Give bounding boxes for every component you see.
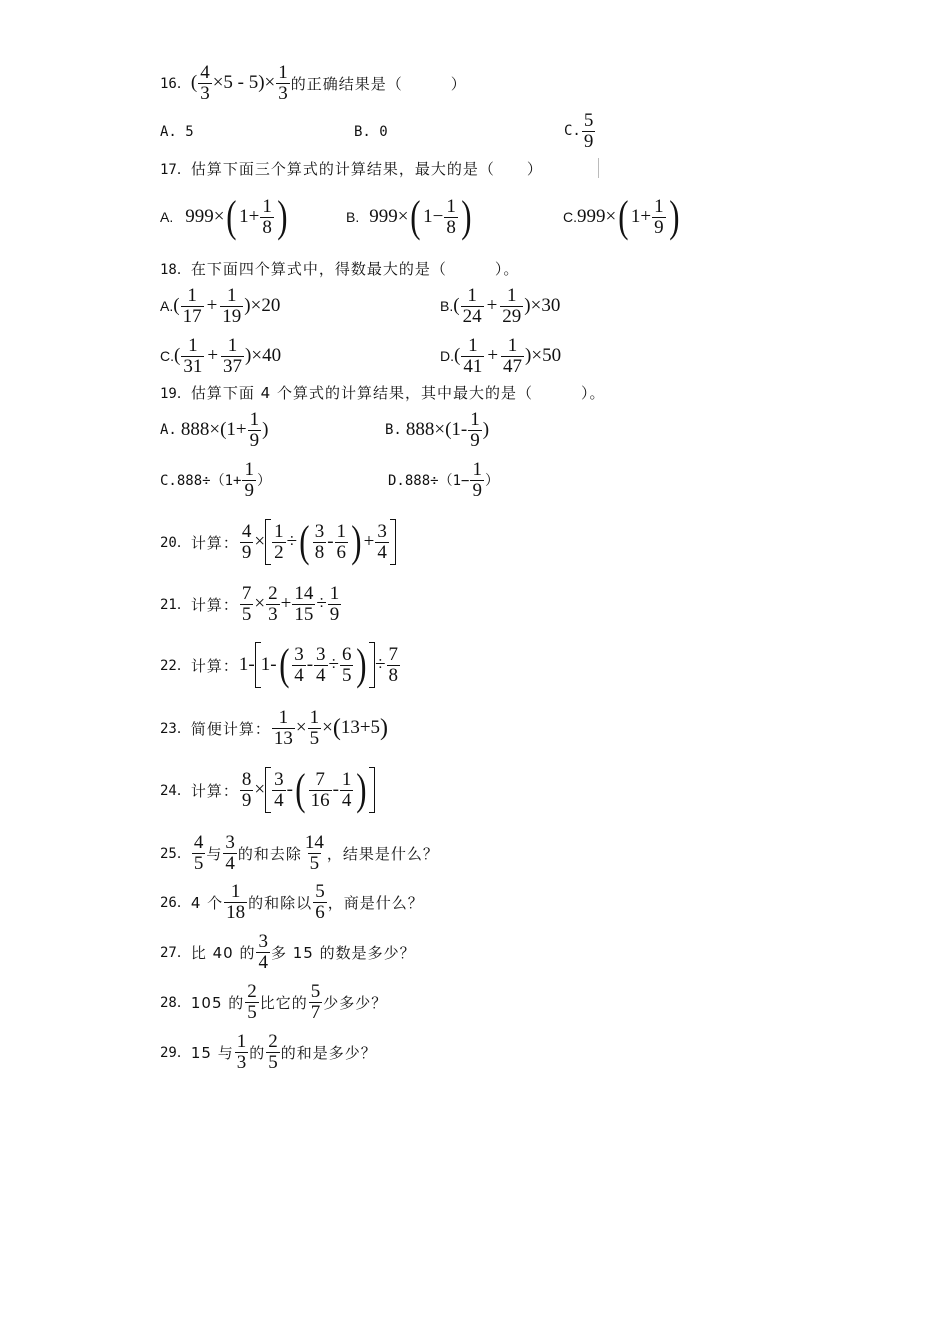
fraction: 5 7 [310, 980, 321, 1023]
question-17: 17．估算下面三个算式的计算结果，最大的是（ ） [160, 160, 543, 178]
option-d: D. ( 1 41 + $\frac{1}{47}$ )×50 [440, 334, 562, 377]
fraction: $\frac{4}{9}$ [241, 520, 252, 563]
question-29: 29． 15 与 1 3 的 2 5 的和是多少？ [160, 1030, 377, 1073]
fraction: $\frac{1}{3}$ [278, 61, 288, 104]
option-d: D.888÷（1− $\frac{1}{9}$ ） [388, 458, 499, 501]
option-c: C. ( 1 31 + $\frac{1}{37}$ )×40 [160, 334, 282, 377]
option-c: C. 999× ( 1+ $\frac{1}{9}$ ) [563, 192, 680, 241]
fraction: $\frac{3}{4}$ [316, 643, 326, 686]
fraction: $\frac{7}{8}$ [388, 643, 399, 686]
fraction: $\frac{1}{8}$ [446, 195, 456, 238]
fraction: $\frac{1}{5}$ [309, 706, 320, 749]
option-a: A. 5 [160, 124, 194, 140]
question-28: 28． 105 的 2 5 比它的 5 7 少多少？ [160, 980, 388, 1023]
fraction: $\frac{2}{3}$ [268, 582, 278, 625]
fraction: 5 9 [583, 109, 594, 152]
fraction: 1 3 [236, 1030, 247, 1073]
fraction: 1 6 [336, 520, 347, 563]
fraction: 3 4 [225, 831, 235, 874]
fraction: 3 4 [294, 643, 304, 686]
fraction: $\frac{3}{4}$ [377, 520, 387, 563]
fraction: 7 16 [310, 768, 330, 811]
fraction: 2 5 [268, 1030, 278, 1073]
question-24: 24． 计算： $\frac{8}{9}$ × 3 4 - ( 7 16 - 1 4 ) [160, 765, 375, 815]
fraction: $\frac{1}{9}$ [654, 195, 664, 238]
question-23: 23． 简便计算： $\frac{1}{13}$ × $\frac{1}{5}$ × ( 13+5 ) [160, 706, 389, 749]
fraction: 5 6 [315, 880, 325, 923]
fraction: 3 4 [274, 768, 284, 811]
fraction: 1 17 [182, 284, 202, 327]
divider [598, 158, 599, 178]
question-22: 22． 计算： 1- 1- ( 3 4 - $\frac{3}{4}$ ÷ $\frac{6}{5}$ ) ÷ $\frac{7}{8}$ [160, 640, 399, 689]
option-b: B. 0 [354, 124, 388, 140]
option-a: A. ( 1 17 + $\frac{1}{19}$ )×20 [160, 284, 281, 327]
fraction: $\frac{6}{5}$ [341, 643, 352, 686]
fraction: $\frac{1}{47}$ [503, 334, 523, 377]
fraction: $\frac{14}{15}$ [294, 582, 314, 625]
fraction: 1 18 [226, 880, 246, 923]
question-number: 16． [160, 76, 191, 92]
fraction: 1 24 [462, 284, 482, 327]
option-a: A. 999× ( 1+ $\frac{1}{8}$ ) [160, 192, 288, 241]
fraction: $\frac{1}{37}$ [223, 334, 243, 377]
option-a: A. 888×(1+ $\frac{1}{9}$ ) [160, 408, 269, 451]
option-b: B. ( 1 24 + $\frac{1}{29}$ )×30 [440, 284, 561, 327]
question-16: 16． ( $\frac{4}{3}$ ×5 - 5)× $\frac{1}{3}$ 的正确结果是（ ） [160, 61, 467, 104]
question-18: 18．在下面四个算式中，得数最大的是（ ）。 [160, 260, 520, 278]
fraction: $\frac{1}{9}$ [244, 458, 254, 501]
fraction: 1 41 [463, 334, 483, 377]
fraction: $\frac{1}{8}$ [262, 195, 272, 238]
fraction: 4 5 [193, 831, 204, 874]
fraction: 3 8 [314, 520, 325, 563]
fraction: $\frac{7}{5}$ [241, 582, 252, 625]
question-26: 26． 4 个 1 18 的和除以 5 6 ，商是什么？ [160, 880, 424, 923]
fraction: 1 4 [341, 768, 352, 811]
question-27: 27． 比 40 的 3 4 多 15 的数是多少？ [160, 930, 416, 973]
fraction: 2 5 [247, 980, 257, 1023]
option-c: C. 5 9 [564, 109, 594, 152]
option-c: C.888÷（1+ $\frac{1}{9}$ ） [160, 458, 271, 501]
fraction: 1 31 [183, 334, 203, 377]
fraction: $\frac{1}{19}$ [222, 284, 242, 327]
fraction: $\frac{4}{3}$ [200, 61, 210, 104]
fraction: 1 9 [470, 408, 480, 451]
fraction: $\frac{1}{9}$ [249, 408, 260, 451]
fraction: 3 4 [258, 930, 268, 973]
question-21: 21． 计算： $\frac{7}{5}$ × $\frac{2}{3}$ + $\frac{14}{15}$ ÷ $\frac{1}{9}$ [160, 582, 340, 625]
fraction: $\frac{8}{9}$ [241, 768, 252, 811]
question-19: 19．估算下面 4 个算式的计算结果，其中最大的是（ ）。 [160, 384, 606, 402]
option-b: B. 888×(1- 1 9 ) [385, 408, 490, 451]
fraction: 14 5 [304, 831, 324, 874]
question-20: 20． 计算： $\frac{4}{9}$ × $\frac{1}{2}$ ÷ ( 3 8 - 1 6 ) + $\frac{3}{4}$ [160, 517, 396, 567]
option-b: B. 999× ( 1− $\frac{1}{8}$ ) [346, 192, 472, 241]
fraction: $\frac{1}{9}$ [329, 582, 340, 625]
fraction: $\frac{1}{9}$ [472, 458, 482, 501]
fraction: $\frac{1}{13}$ [273, 706, 293, 749]
fraction: $\frac{1}{2}$ [274, 520, 284, 563]
question-25: 25． 4 5 与 3 4 的和去除 14 5 ，结果是什么？ [160, 831, 439, 874]
fraction: $\frac{1}{29}$ [502, 284, 522, 327]
